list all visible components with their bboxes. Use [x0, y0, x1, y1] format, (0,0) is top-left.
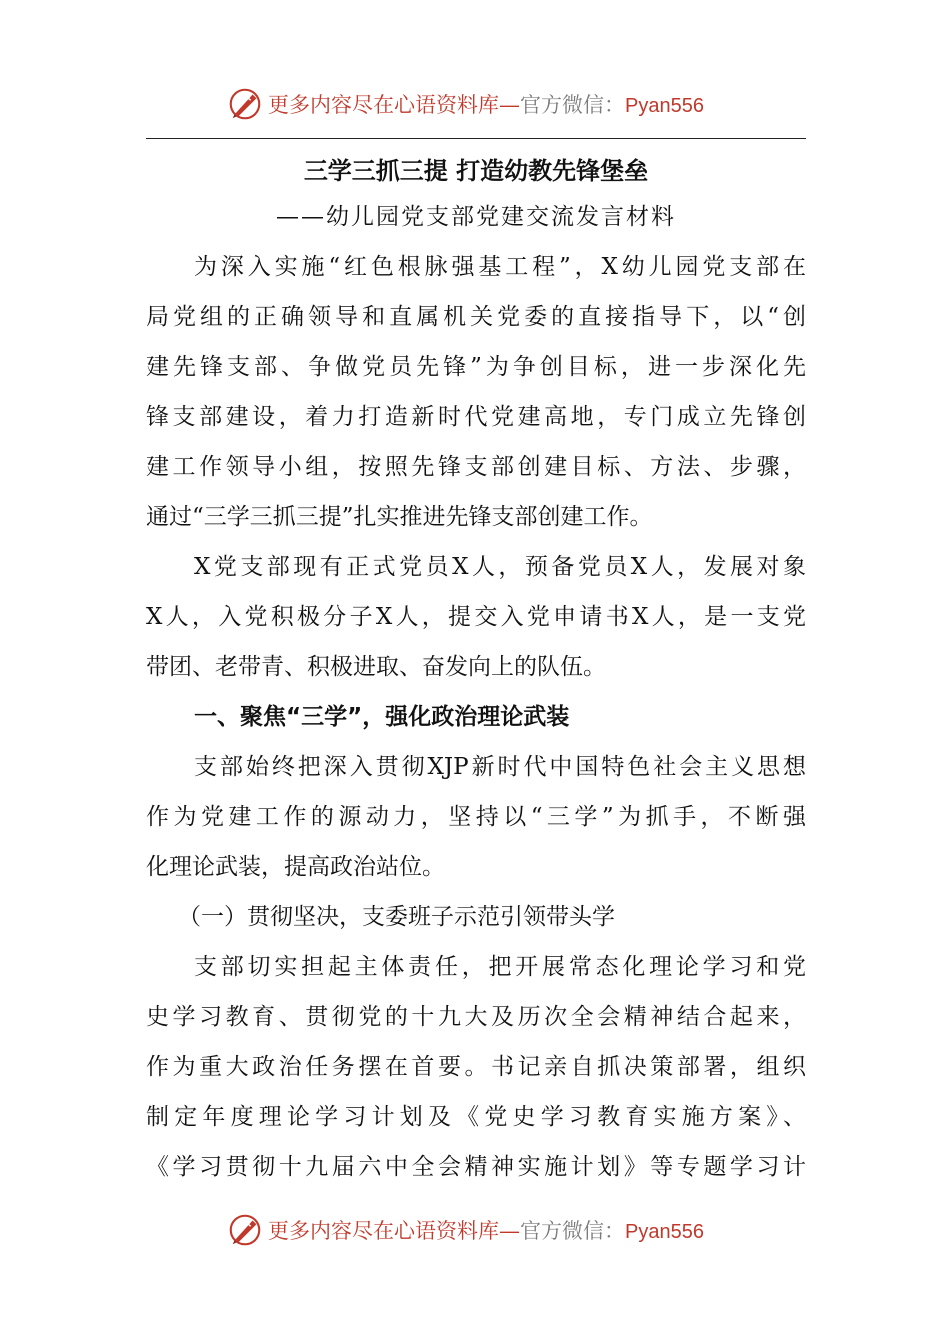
paragraph-line: 《学习贯彻十九届六中全会精神实施计划》等专题学习计: [146, 1154, 806, 1180]
paragraph-line: X人，入党积极分子X人，提交入党申请书X人，是一支党: [146, 604, 806, 630]
paragraph-line: 为深入实施“红色根脉强基工程”，X幼儿园党支部在: [194, 254, 806, 280]
banner-text: [268, 89, 704, 119]
paragraph-line: 通过“三学三抓三提”扎实推进先锋支部创建工作。: [146, 504, 653, 530]
paragraph-line: 支部始终把深入贯彻XJP新时代中国特色社会主义思想: [194, 754, 806, 780]
paragraph-line: 史学习教育、贯彻党的十九大及历次全会精神结合起来，: [146, 1004, 806, 1030]
banner-wechat-id: Pyan556: [625, 1221, 704, 1243]
paragraph-line: X党支部现有正式党员X人，预备党员X人，发展对象: [194, 554, 806, 580]
paragraph-line: 建工作领导小组，按照先锋支部创建目标、方法、步骤，: [146, 454, 806, 480]
paragraph-1: [146, 242, 806, 542]
paragraph-line: 带团、老带青、积极进取、奋发向上的队伍。: [146, 654, 606, 680]
paragraph-line: 制定年度理论学习计划及《党史学习教育实施方案》、: [146, 1104, 806, 1130]
banner-text: [268, 1215, 704, 1245]
paragraph-line: 作为重大政治任务摆在首要。书记亲自抓决策部署，组织: [146, 1054, 806, 1080]
pen-logo-icon: [226, 85, 264, 123]
paragraph-4: [146, 942, 806, 1192]
paragraph-2: [146, 542, 806, 692]
paragraph-line: 锋支部建设，着力打造新时代党建高地，专门成立先锋创: [146, 404, 806, 430]
paragraph-line: 支部切实担起主体责任，把开展常态化理论学习和党: [194, 954, 806, 980]
document-body: [146, 150, 806, 1192]
footer-banner: [226, 1210, 746, 1250]
banner-official-label: 官方微信：: [520, 1219, 625, 1243]
subsection-heading-1: （一）贯彻坚决，支委班子示范引领带头学: [178, 904, 615, 930]
paragraph-line: 局党组的正确领导和直属机关党委的直接指导下，以“创: [146, 304, 806, 330]
paragraph-line: 建先锋支部、争做党员先锋”为争创目标，进一步深化先: [146, 354, 806, 380]
banner-main-text: 更多内容尽在心语资料库: [268, 1219, 499, 1243]
section-heading-1: 一、聚焦“三学”，强化政治理论武装: [194, 704, 570, 730]
header-banner: [226, 84, 746, 124]
paragraph-line: 作为党建工作的源动力，坚持以“三学”为抓手，不断强: [146, 804, 806, 830]
banner-official-label: 官方微信：: [520, 93, 625, 117]
paragraph-3: [146, 742, 806, 892]
document-title: 三学三抓三提 打造幼教先锋堡垒: [303, 157, 649, 185]
banner-dash: —: [499, 93, 520, 117]
pen-logo-icon: [226, 1211, 264, 1249]
header-rule: [146, 138, 806, 139]
document-subtitle: ——幼儿园党支部党建交流发言材料: [276, 204, 676, 230]
banner-wechat-id: Pyan556: [625, 95, 704, 117]
banner-dash: —: [499, 1219, 520, 1243]
banner-main-text: 更多内容尽在心语资料库: [268, 93, 499, 117]
paragraph-line: 化理论武装，提高政治站位。: [146, 854, 445, 880]
